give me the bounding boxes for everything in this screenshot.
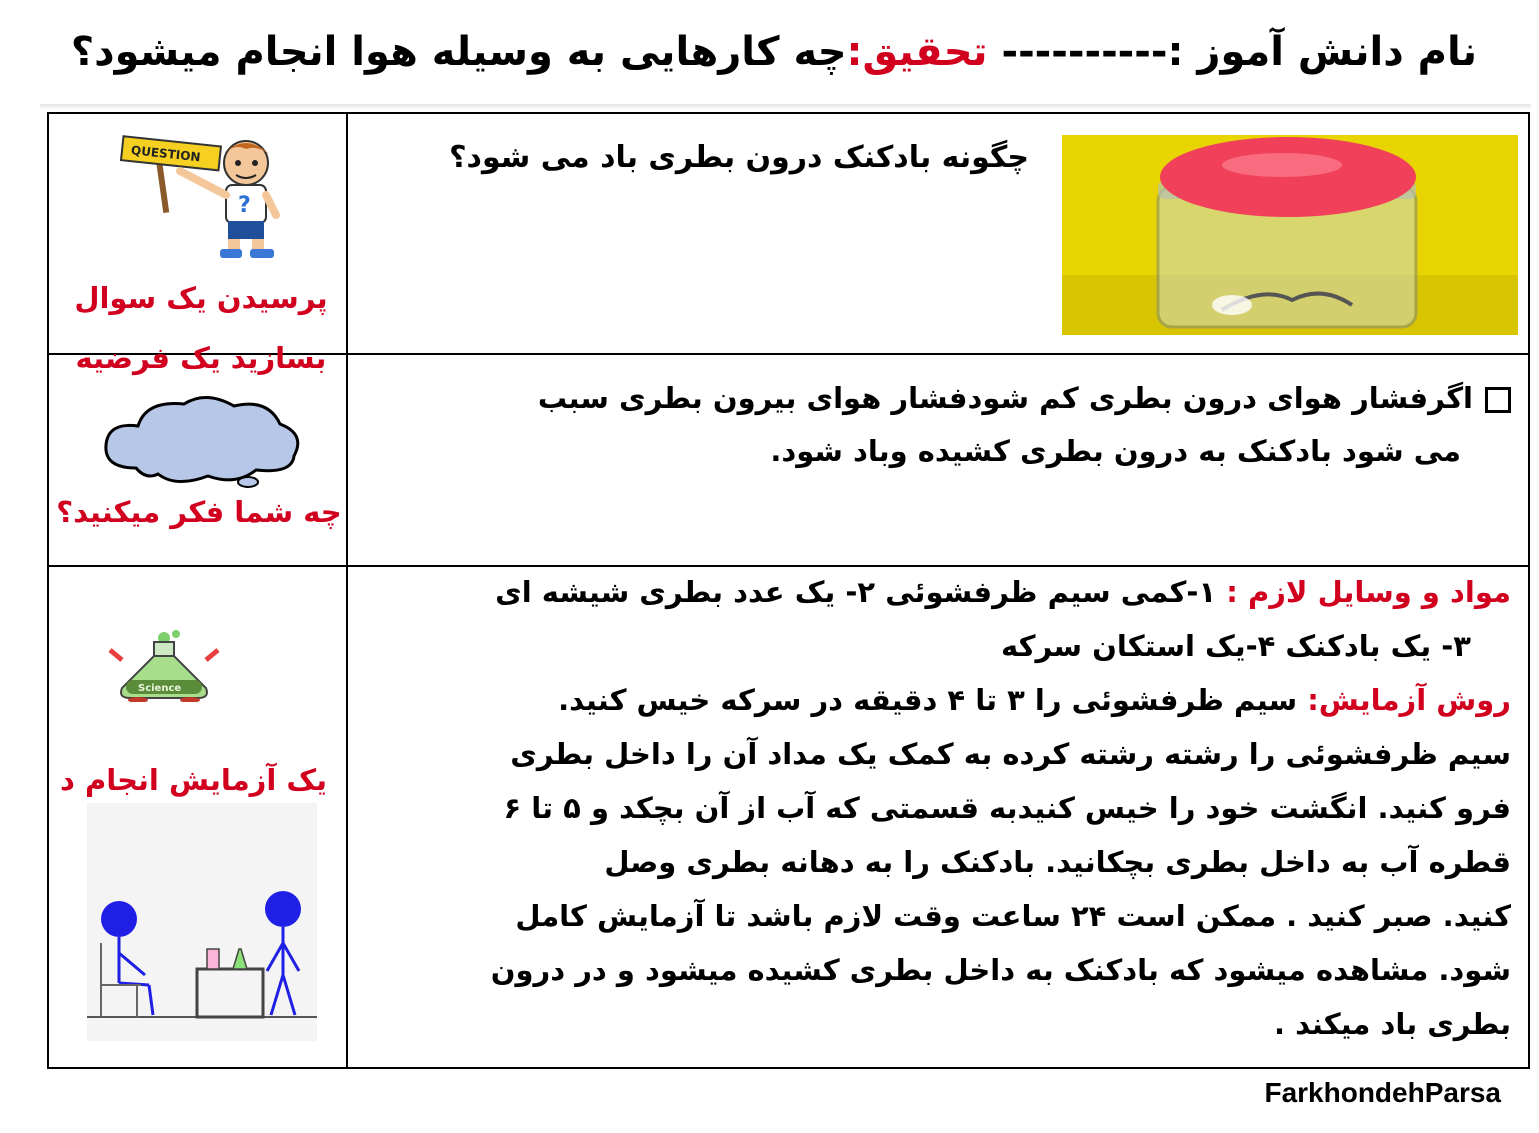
- method-line: بطری باد میکند .: [1274, 1007, 1511, 1041]
- title-topic: چه کارهایی به وسیله هوا انجام میشود؟: [70, 29, 847, 75]
- svg-text:?: ?: [238, 193, 251, 218]
- method-line: قطره آب به داخل بطری بچکانید. بادکنک را به دهانه بطری وصل: [604, 845, 1511, 879]
- question-sign-text: QUESTION: [130, 143, 202, 165]
- balloon-jar-photo-icon: [1062, 135, 1518, 335]
- experiment-section: [401, 565, 1511, 1051]
- method-label: روش آزمایش:: [1307, 683, 1511, 717]
- author-credit: FarkhondehParsa: [1264, 1077, 1501, 1108]
- title-research-label: تحقیق:: [846, 29, 988, 75]
- page-title: [60, 22, 1477, 82]
- hypothesis-line-2: می شود بادکنک به درون بطری کشیده وباد شود.: [770, 434, 1461, 468]
- method-line: شود. مشاهده میشود که بادکنک به داخل بطری کشیده میشود و در درون: [490, 953, 1511, 987]
- method-line: کنید. صبر کنید . ممکن است ۲۴ ساعت وقت لازم باشد تا آزمایش کامل: [515, 899, 1511, 933]
- title-student-name: نام دانش آموز :----------: [987, 29, 1477, 75]
- hypothesis-line-1: اگرفشار هوای درون بطری کم شودفشار هوای بیرون بطری سبب: [537, 381, 1473, 415]
- materials-label: مواد و وسایل لازم :: [1226, 575, 1511, 609]
- question-kid-icon: [118, 135, 308, 260]
- row3-label-do-experiment: یک آزمایش انجام د: [60, 763, 327, 797]
- header-divider: [40, 104, 1531, 110]
- checkbox-bullet-icon: [1485, 387, 1511, 413]
- research-question: چگونه بادکنک درون بطری باد می شود؟: [449, 140, 1029, 175]
- hypothesis-text: [411, 372, 1511, 478]
- science-flask-icon: [108, 630, 220, 702]
- method-line: سیم ظرفشوئی را رشته رشته کرده به کمک یک مداد آن را داخل بطری: [510, 737, 1511, 771]
- column-divider: [346, 112, 348, 1069]
- science-label: Science: [138, 683, 182, 694]
- thought-cloud-icon: [96, 390, 306, 490]
- row2-label-hypothesis: بسازید یک فرضیه: [75, 341, 327, 375]
- row1-label-ask-question: پرسیدن یک سوال: [74, 281, 328, 315]
- lab-experiment-icon: [87, 803, 317, 1041]
- method-line: فرو کنید. انگشت خود را خیس کنیدبه قسمتی که آب از آن بچکد و ۵ تا ۶: [503, 791, 1511, 825]
- method-line-1: سیم ظرفشوئی را ۳ تا ۴ دقیقه در سرکه خیس کنید.: [558, 683, 1308, 717]
- materials-line-1: ۱-کمی سیم ظرفشوئی ۲- یک عدد بطری شیشه ای: [495, 575, 1227, 609]
- row2-label-what-do-you-think: چه شما فکر میکنید؟: [56, 495, 342, 529]
- materials-line-2: ۳- یک بادکنک ۴-یک استکان سرکه: [1001, 629, 1471, 663]
